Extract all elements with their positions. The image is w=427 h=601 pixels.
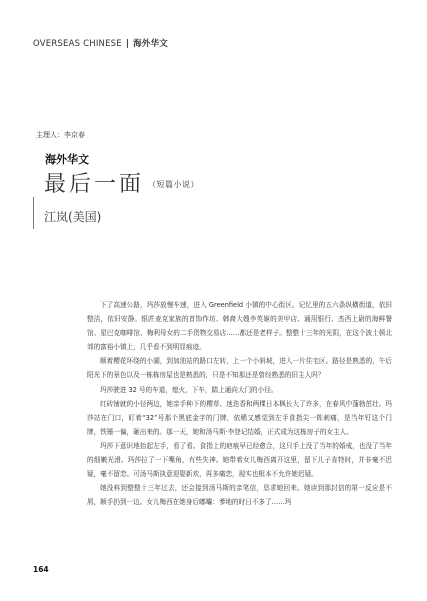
story-title <box>44 167 199 198</box>
author-rule <box>33 197 34 229</box>
running-header <box>33 37 168 49</box>
paragraph: 她没料到整整十三年过去，还会接到汤马斯的亲笔信，恳求她回来。她读到那封信的第一反应是不屑，顺手扔到一边。女儿梅西在她身后嘟囔：爹地的时日不多了……玛 <box>87 484 392 507</box>
header-section: 海外华文 <box>133 39 168 49</box>
article-body <box>87 298 392 509</box>
section-title: 海外华文 <box>45 153 89 166</box>
story-title-main: 最后一面 <box>44 172 145 197</box>
paragraph: 玛莎下意识地抬起左手，看了看。食指上的疤痕早已经愈合，这只手上没了当年的婚戒，也没了当年的细嫩光滑。玛莎拉了一下嘴角，有些失神。她带着女儿梅西离开这里，留下儿子肯特时，并非毫不迟疑，毫不留恋。可汤马斯执意迎娶新欢，再多痛恋，现实也根本不允许她迟疑。 <box>87 441 392 479</box>
editor-credit: 主理人：李京春 <box>36 131 85 139</box>
page-number: 164 <box>33 565 49 574</box>
paragraph: 玛莎驶进 32 号的车道，熄火，下车，踏上通向大门的小径。 <box>100 385 278 394</box>
author-name: 江岚(美国) <box>44 210 102 224</box>
story-title-genre: （短篇小说） <box>148 180 200 189</box>
paragraph: 红砖铺就的小径两边，她亲手种下的樱草、迷迭香和两棵日本枫长大了许多，在春风中蓬勃茁壮。玛莎站在门口，盯着“32”号那个黑底金字的门牌，依稀又感觉到左手食指尖一阵刺痛，是当年钉这个门牌，铁锤一偏，砸出来的。那一天，她和汤马斯·李登记结婚，正式成为这栋房子的女主人。 <box>87 399 392 436</box>
paragraph: 顺着樱花环绕的小湖，到加油站的路口左转，上一个小斜坡，进入一片住宅区。路径是熟悉的，午后阳光下的景色以及一栋栋房屋也是熟悉的，只是不知那还是曾经熟悉的旧主人吗？ <box>87 357 392 380</box>
header-series: OVERSEAS CHINESE <box>33 39 122 49</box>
header-separator: | <box>125 39 130 49</box>
paragraph: 下了高速公路，玛莎放慢车速，进入 Greenfield 小镇的中心街区。记忆里的五六条纵横街道，依旧整洁，依旧安静。银匠麦克家族的首饰作坊、韩裔大嫂李英姬的美甲店、通用银行、杰西上尉的海鲜餐馆、星巴克咖啡馆、梅利母女的二手货物交易店……都还是老样子。整整十三年的光阴，在这个波士顿北郊的富裕小镇上，几乎看不到明显痕迹。 <box>87 301 392 352</box>
